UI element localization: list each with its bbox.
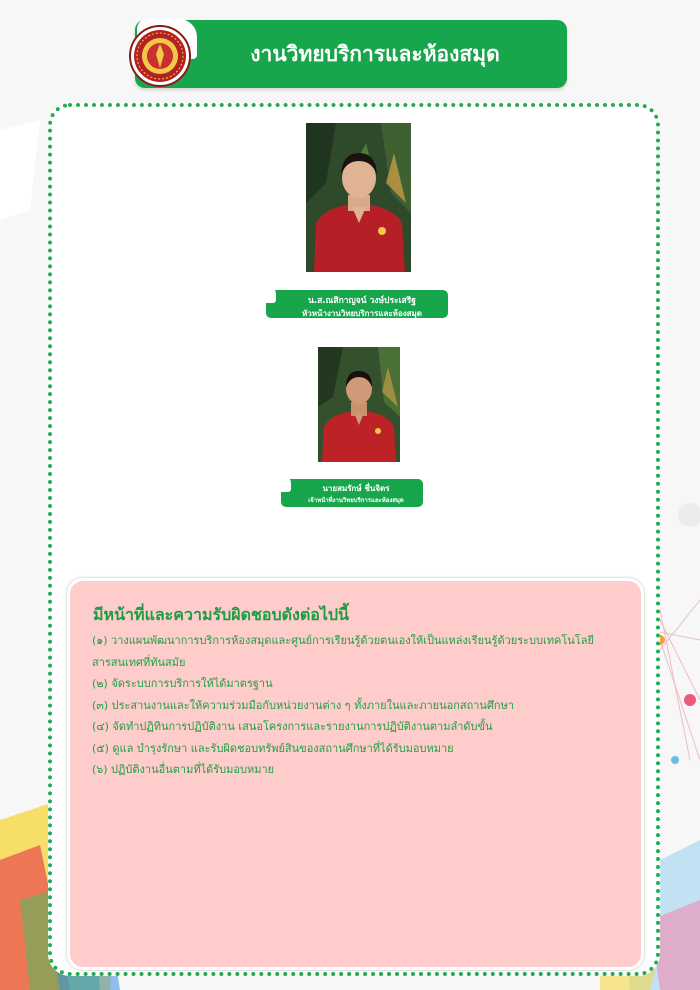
duty-item: (๓) ประสานงานและให้ความร่วมมือกับหน่วยงานต่าง ๆ ทั้งภายในและภายนอกสถานศึกษา bbox=[92, 698, 515, 712]
duties-list bbox=[92, 630, 622, 781]
name-tag-notch bbox=[277, 476, 291, 492]
name-tag-notch bbox=[262, 287, 276, 303]
staff-name-tag-head bbox=[266, 290, 448, 318]
duty-item: (๕) ดูแล บำรุงรักษา และรับผิดชอบทรัพย์สินของสถานศึกษาที่ได้รับมอบหมาย bbox=[92, 741, 454, 755]
duties-heading: มีหน้าที่และความรับผิดชอบดังต่อไปนี้ bbox=[93, 605, 349, 624]
staff-photo-officer bbox=[318, 347, 400, 462]
staff-position: เจ้าหน้าที่งานวิทยบริการและห้องสมุด bbox=[308, 497, 404, 504]
duty-item: สารสนเทศที่ทันสมัย bbox=[92, 655, 186, 669]
college-seal-icon bbox=[128, 24, 192, 88]
duty-item: (๒) จัดระบบการบริการให้ได้มาตรฐาน bbox=[92, 677, 273, 690]
duty-item: (๑) วางแผนพัฒนาการบริการห้องสมุดและศูนย์การเรียนรู้ด้วยตนเองให้เป็นแหล่งเรียนรู้ด้วยระบบเทคโนโลยี bbox=[92, 634, 594, 647]
staff-photo-head bbox=[306, 123, 411, 272]
staff-name: นายสมรักษ์ ชื่นจิตร bbox=[322, 484, 390, 493]
duty-item: (๔) จัดทำปฏิทินการปฏิบัติงาน เสนอโครงการและรายงานการปฏิบัติงานตามลำดับขั้น bbox=[92, 720, 493, 733]
staff-name-tag-officer bbox=[281, 479, 423, 507]
staff-position: หัวหน้างานวิทยบริการและห้องสมุด bbox=[301, 309, 423, 318]
duty-item: (๖) ปฏิบัติงานอื่นตามที่ได้รับมอบหมาย bbox=[92, 763, 275, 776]
page-title: งานวิทยบริการและห้องสมุด bbox=[250, 42, 500, 66]
staff-name: น.ส.ณสิกาญจน์ วงษ์ประเสริฐ bbox=[308, 296, 416, 306]
